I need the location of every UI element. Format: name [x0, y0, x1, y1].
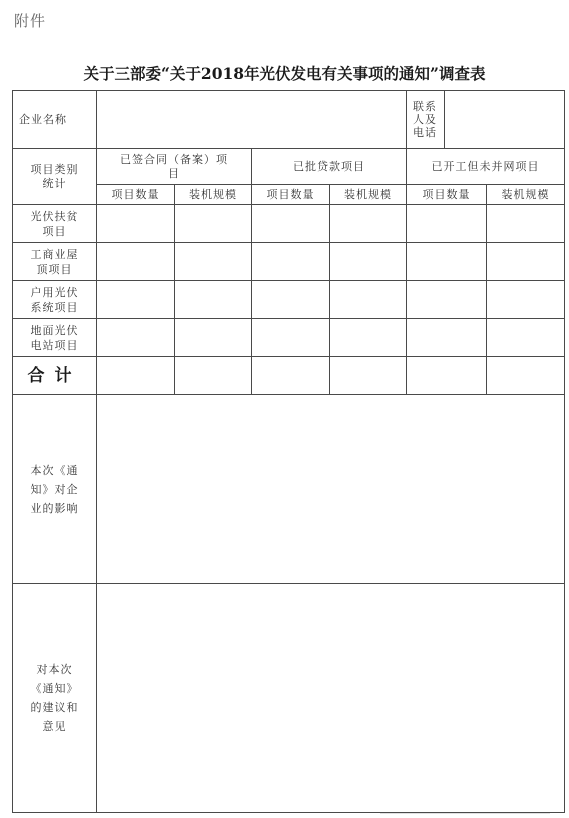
table-row	[13, 281, 565, 319]
suggestion-label: 对本次 《通知》 的建议和 意见	[13, 584, 97, 813]
group-header-row	[13, 149, 565, 185]
construction-count-cell[interactable]	[407, 319, 487, 357]
footer-divider	[380, 813, 550, 814]
contact-label: 联系 人及 电话	[407, 91, 445, 149]
sub-header-count: 项目数量	[252, 185, 330, 205]
suggestion-row	[13, 584, 565, 813]
construction-count-cell[interactable]	[407, 243, 487, 281]
loan-capacity-cell[interactable]	[330, 319, 407, 357]
contract-capacity-cell[interactable]	[175, 319, 252, 357]
impact-label: 本次《通 知》对企 业的影响	[13, 395, 97, 584]
category-label: 项目类别 统计	[13, 149, 97, 205]
group-header-loan: 已批贷款项目	[252, 149, 407, 185]
impact-row	[13, 395, 565, 584]
company-name-label: 企业名称	[13, 91, 97, 149]
loan-count-cell[interactable]	[252, 243, 330, 281]
construction-count-cell[interactable]	[407, 205, 487, 243]
contract-capacity-cell[interactable]	[175, 205, 252, 243]
attachment-label: 附件	[14, 12, 47, 30]
loan-capacity-cell[interactable]	[330, 205, 407, 243]
suggestion-field[interactable]	[97, 584, 565, 813]
loan-capacity-cell[interactable]	[330, 281, 407, 319]
contract-capacity-cell[interactable]	[175, 243, 252, 281]
table-row	[13, 319, 565, 357]
sub-header-count: 项目数量	[97, 185, 175, 205]
loan-count-cell[interactable]	[252, 281, 330, 319]
company-row	[13, 91, 565, 149]
company-name-field[interactable]	[97, 91, 407, 149]
group-header-construction: 已开工但未并网项目	[407, 149, 565, 185]
sub-header-capacity: 装机规模	[175, 185, 252, 205]
construction-capacity-cell[interactable]	[487, 319, 565, 357]
sub-header-count: 项目数量	[407, 185, 487, 205]
contract-capacity-cell[interactable]	[175, 281, 252, 319]
group-header-contract: 已签合同（备案）项 目	[97, 149, 252, 185]
construction-capacity-cell[interactable]	[487, 243, 565, 281]
loan-count-cell[interactable]	[252, 319, 330, 357]
total-cell[interactable]	[175, 357, 252, 395]
contract-count-cell[interactable]	[97, 243, 175, 281]
impact-field[interactable]	[97, 395, 565, 584]
sub-header-capacity: 装机规模	[330, 185, 407, 205]
table-row	[13, 243, 565, 281]
row-label-household: 户用光伏 系统项目	[13, 281, 97, 319]
row-label-ground-station: 地面光伏 电站项目	[13, 319, 97, 357]
contract-count-cell[interactable]	[97, 319, 175, 357]
contact-field[interactable]	[445, 91, 565, 149]
total-cell[interactable]	[407, 357, 487, 395]
construction-capacity-cell[interactable]	[487, 281, 565, 319]
total-cell[interactable]	[330, 357, 407, 395]
loan-capacity-cell[interactable]	[330, 243, 407, 281]
total-row	[13, 357, 565, 395]
sub-header-capacity: 装机规模	[487, 185, 565, 205]
survey-table	[12, 90, 565, 813]
loan-count-cell[interactable]	[252, 205, 330, 243]
construction-count-cell[interactable]	[407, 281, 487, 319]
contract-count-cell[interactable]	[97, 205, 175, 243]
row-label-commercial-rooftop: 工商业屋 顶项目	[13, 243, 97, 281]
total-cell[interactable]	[97, 357, 175, 395]
contract-count-cell[interactable]	[97, 281, 175, 319]
total-cell[interactable]	[487, 357, 565, 395]
table-row	[13, 205, 565, 243]
construction-capacity-cell[interactable]	[487, 205, 565, 243]
total-label: 合计	[13, 357, 97, 395]
total-cell[interactable]	[252, 357, 330, 395]
page-title: 关于三部委“关于2018年光伏发电有关事项的通知”调查表	[83, 64, 486, 83]
row-label-poverty-relief: 光伏扶贫 项目	[13, 205, 97, 243]
